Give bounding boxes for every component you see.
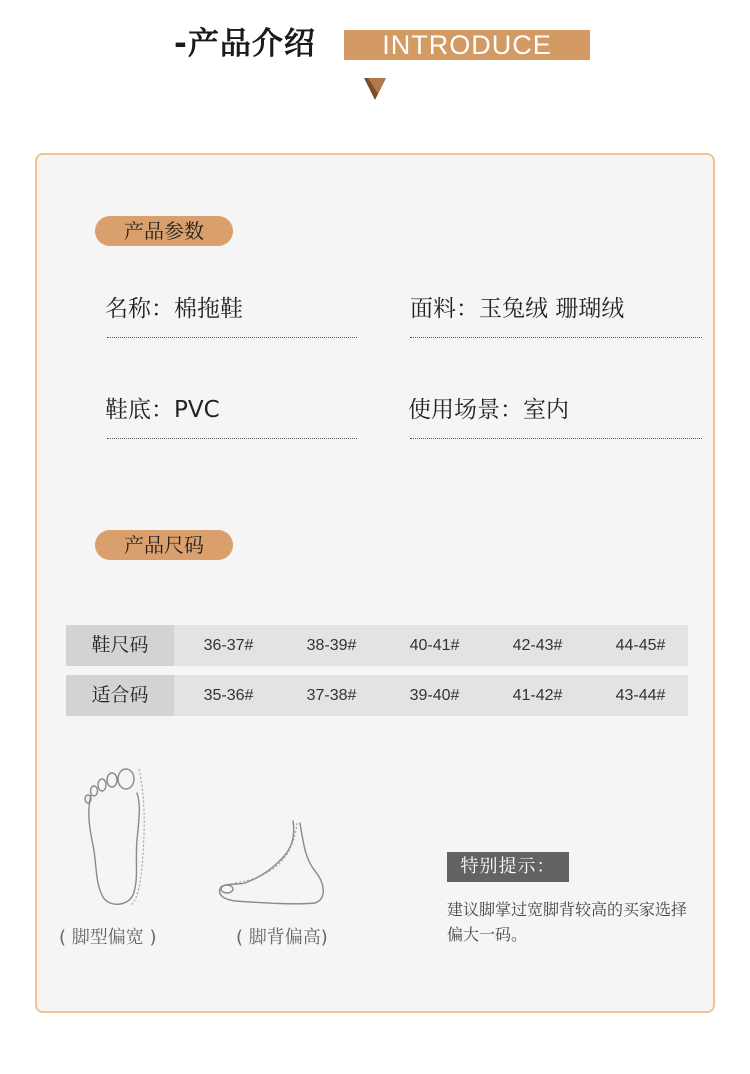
- section-header: [0, 22, 750, 72]
- size-table: [66, 625, 688, 716]
- arrow-down-icon: [362, 76, 388, 102]
- param-value: 室内: [523, 397, 569, 423]
- divider: [107, 337, 357, 338]
- divider: [410, 337, 702, 338]
- table-row: [66, 625, 688, 666]
- high-instep-caption: ( 脚背偏高): [236, 927, 328, 948]
- table-cell: 37-38#: [306, 687, 357, 704]
- params-section-label: 产品参数: [95, 216, 233, 246]
- param-label: 使用场景：: [408, 397, 523, 423]
- param-value: PVC: [174, 397, 220, 423]
- table-cell: 39-40#: [409, 687, 460, 704]
- divider: [410, 438, 702, 439]
- row-header-shoe-size: 鞋尺码: [66, 625, 174, 666]
- high-instep-foot-icon: [215, 819, 349, 909]
- param-value: 玉兔绒 珊瑚绒: [479, 296, 625, 322]
- table-cell: 40-41#: [409, 637, 460, 654]
- table-cell: 36-37#: [203, 637, 254, 654]
- table-cell: 41-42#: [512, 687, 563, 704]
- divider: [107, 438, 357, 439]
- param-label: 面料：: [410, 296, 479, 322]
- table-cell: 43-44#: [615, 687, 666, 704]
- table-cell: 35-36#: [203, 687, 254, 704]
- table-row: [66, 675, 688, 716]
- param-name: [105, 291, 243, 327]
- param-value: 棉拖鞋: [174, 296, 243, 322]
- wide-foot-caption: ( 脚型偏宽 ): [59, 927, 157, 948]
- wide-foot-icon: [81, 765, 151, 907]
- param-sole: [105, 392, 220, 428]
- tip-text: 建议脚掌过宽脚背较高的买家选择偏大一码。: [447, 900, 688, 944]
- tip-label: 特别提示：: [447, 852, 569, 882]
- param-label: 名称：: [105, 296, 174, 322]
- row-header-fit-size: 适合码: [66, 675, 174, 716]
- param-label: 鞋底：: [105, 397, 174, 423]
- param-scene: [408, 392, 569, 428]
- sizes-section-label: 产品尺码: [95, 530, 233, 560]
- table-cell: 44-45#: [615, 637, 666, 654]
- param-material: [410, 291, 624, 327]
- section-title-cn: -产品介绍: [174, 26, 316, 62]
- table-cell: 42-43#: [512, 637, 563, 654]
- section-title-en: INTRODUCE: [344, 30, 590, 60]
- table-cell: 38-39#: [306, 637, 357, 654]
- product-info-card: [35, 153, 715, 1013]
